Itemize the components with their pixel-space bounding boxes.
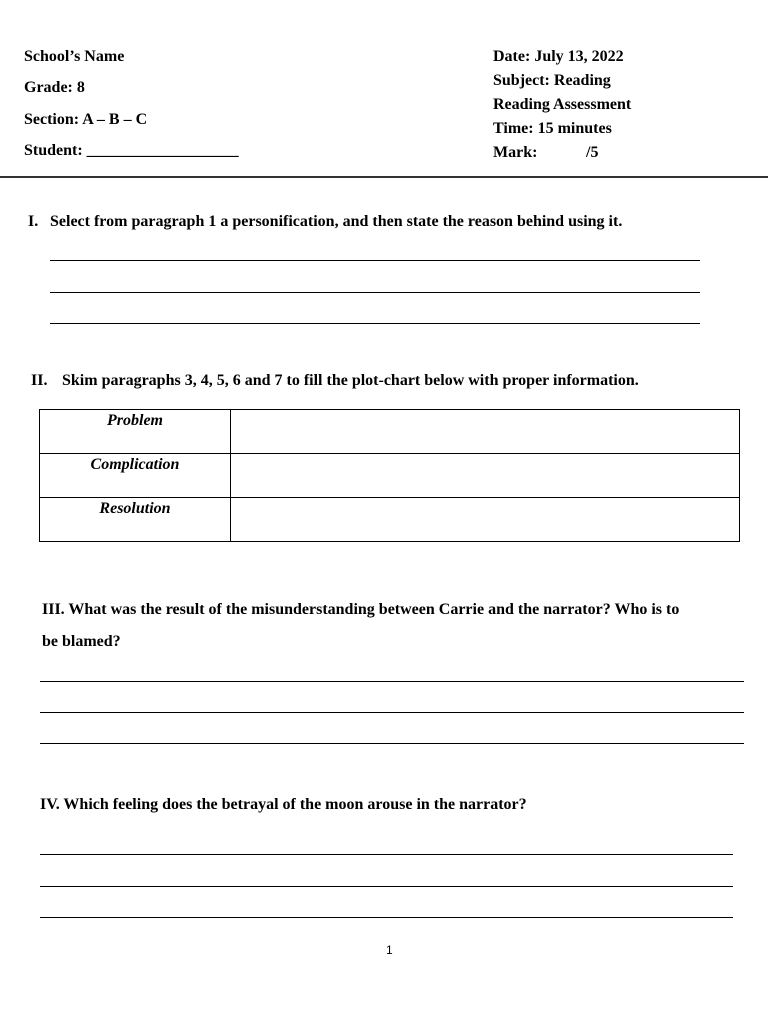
plot-cell-resolution[interactable] bbox=[231, 498, 740, 542]
answer-line-1-3[interactable] bbox=[50, 323, 700, 324]
question-1-number: I. bbox=[28, 213, 39, 230]
answer-line-4-2[interactable] bbox=[40, 886, 733, 887]
plot-row-complication bbox=[40, 454, 740, 498]
answer-line-4-3[interactable] bbox=[40, 917, 733, 918]
grade-label: Grade: 8 bbox=[24, 79, 85, 96]
answer-line-3-3[interactable] bbox=[40, 743, 744, 744]
answer-line-3-1[interactable] bbox=[40, 681, 744, 682]
question-4-text: IV. Which feeling does the betrayal of the moon arouse in the narrator? bbox=[40, 796, 527, 813]
subject-label: Subject: Reading bbox=[493, 72, 611, 89]
school-name: School’s Name bbox=[24, 48, 125, 65]
answer-line-4-1[interactable] bbox=[40, 854, 733, 855]
answer-line-1-2[interactable] bbox=[50, 292, 700, 293]
question-2-text: Skim paragraphs 3, 4, 5, 6 and 7 to fill the plot-chart below with proper information. bbox=[62, 372, 639, 389]
plot-row-resolution bbox=[40, 498, 740, 542]
question-2-number: II. bbox=[31, 372, 48, 389]
plot-label-resolution: Resolution bbox=[40, 498, 231, 542]
plot-cell-problem[interactable] bbox=[231, 410, 740, 454]
question-3-text-line-1: III. What was the result of the misunderstanding between Carrie and the narrator? Who is to bbox=[42, 601, 680, 618]
student-field[interactable]: Student: ___________________ bbox=[24, 142, 239, 159]
plot-row-problem bbox=[40, 410, 740, 454]
plot-label-problem: Problem bbox=[40, 410, 231, 454]
mark-total: /5 bbox=[586, 144, 599, 161]
header-divider bbox=[0, 176, 768, 178]
page-number: 1 bbox=[386, 943, 393, 957]
time-label: Time: 15 minutes bbox=[493, 120, 612, 137]
date-label: Date: July 13, 2022 bbox=[493, 48, 624, 65]
question-1-text: Select from paragraph 1 a personification, and then state the reason behind using it. bbox=[50, 213, 623, 230]
answer-line-3-2[interactable] bbox=[40, 712, 744, 713]
plot-cell-complication[interactable] bbox=[231, 454, 740, 498]
question-3-text-line-2: be blamed? bbox=[42, 633, 121, 650]
plot-chart-table bbox=[39, 409, 740, 542]
assessment-title: Reading Assessment bbox=[493, 96, 632, 113]
plot-label-complication: Complication bbox=[40, 454, 231, 498]
mark-label: Mark: bbox=[493, 144, 538, 161]
answer-line-1-1[interactable] bbox=[50, 260, 700, 261]
section-label: Section: A – B – C bbox=[24, 111, 148, 128]
